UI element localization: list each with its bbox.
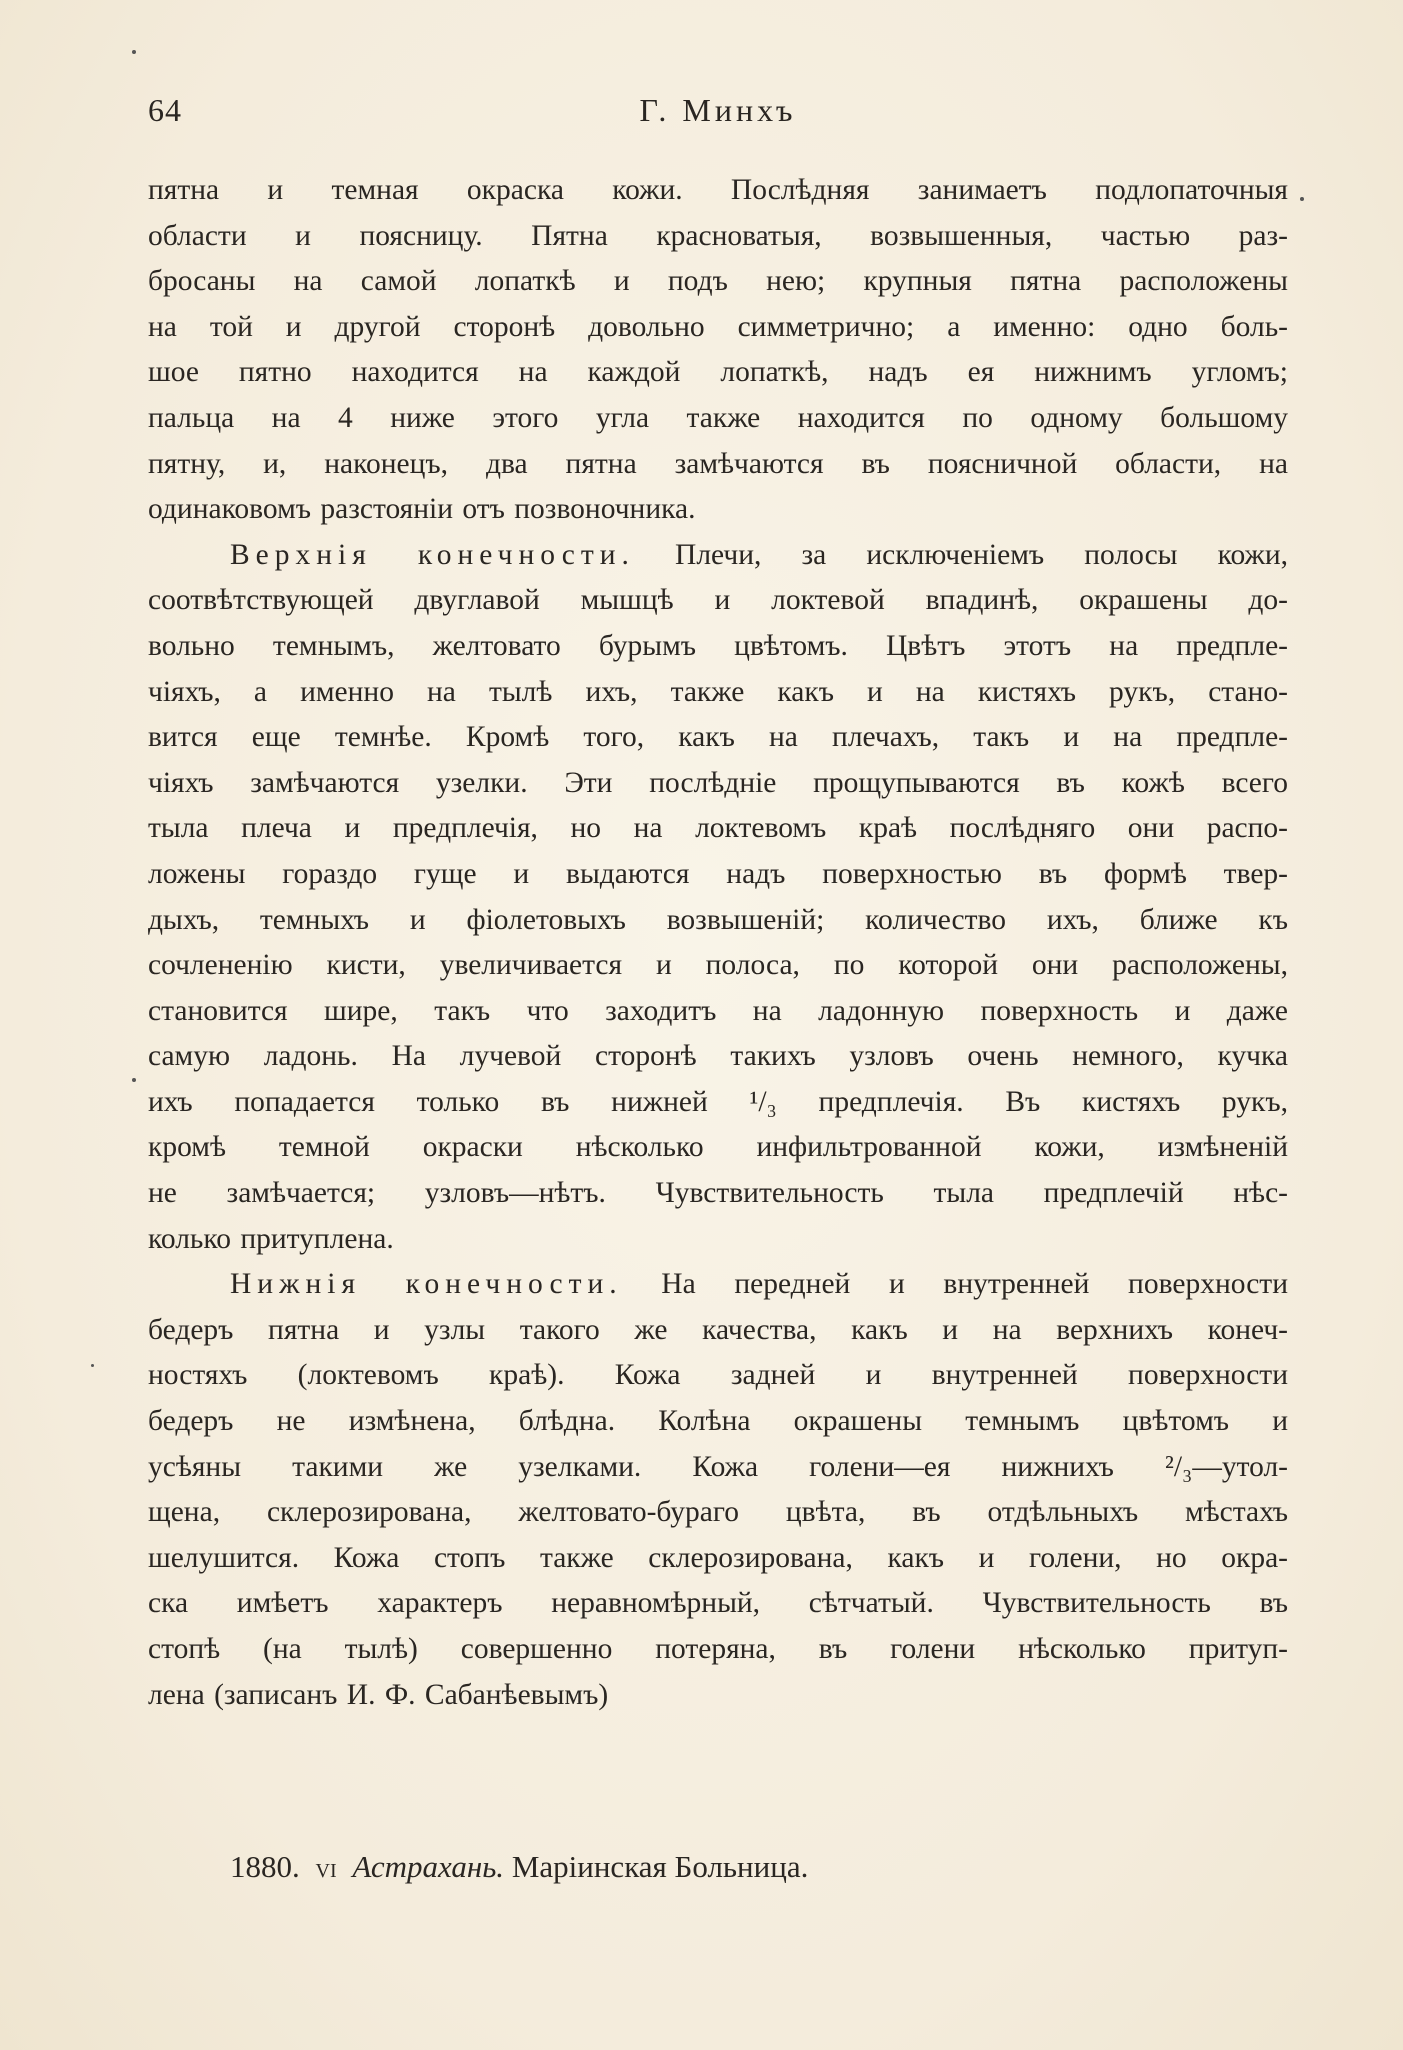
- scan-speck: [1300, 197, 1304, 201]
- section-heading-upper-limbs: Верхнія конечности.: [230, 538, 635, 571]
- text-line: стопѣ (на тылѣ) совершенно потеряна, въ голени нѣсколько притуп-: [148, 1633, 1288, 1665]
- case-record-line: [230, 1849, 808, 1885]
- text-line: пятну, и, наконецъ, два пятна замѣчаются въ поясничной области, на: [148, 447, 1288, 480]
- text-line: дыхъ, темныхъ и фіолетовыхъ возвышеній; количество ихъ, ближе къ: [148, 903, 1288, 936]
- running-head: Г. Минхъ: [639, 92, 797, 128]
- text-fragment: На передней и внутренней поверхности: [622, 1268, 1288, 1301]
- text-line: становится шире, такъ что заходитъ на ладонную поверхность и даже: [148, 994, 1288, 1027]
- text-line: чіяхъ замѣчаются узелки. Эти послѣдніе прощупываются въ кожѣ всего: [148, 766, 1288, 799]
- case-city: Астрахань.: [352, 1849, 505, 1884]
- section-heading-lower-limbs: Нижнія конечности.: [230, 1268, 623, 1301]
- text-line: вится еще темнѣе. Кромѣ того, какъ на плечахъ, такъ и на предпле-: [148, 721, 1288, 754]
- text-line: тыла плеча и предплечія, но на локтевомъ краѣ послѣдняго они распо-: [148, 812, 1288, 845]
- text-line: колько притуплена.: [148, 1222, 394, 1255]
- page-header: [148, 92, 1288, 142]
- text-line: усѣяны такими же узелками. Кожа голени—ея нижнихъ ²/₃—утол-: [148, 1450, 1288, 1483]
- scan-speck: [132, 50, 136, 54]
- text-line: шое пятно находится на каждой лопаткѣ, надъ ея нижнимъ угломъ;: [148, 356, 1288, 389]
- text-line: ска имѣетъ характеръ неравномѣрный, сѣтчатый. Чувствительность въ: [148, 1587, 1288, 1620]
- text-line: бедеръ пятна и узлы такого же качества, какъ и на верхнихъ конеч-: [148, 1313, 1288, 1346]
- case-hospital: Маріинская Больница.: [511, 1849, 809, 1884]
- text-line: лена (записанъ И. Ф. Сабанѣевымъ): [148, 1678, 609, 1711]
- text-line: чіяхъ, а именно на тылѣ ихъ, также какъ и на кистяхъ рукъ, стано-: [148, 675, 1288, 708]
- text-line: соотвѣтствующей двуглавой мышцѣ и локтевой впадинѣ, окрашены до-: [148, 584, 1288, 617]
- text-line: кромѣ темной окраски нѣсколько инфильтрованной кожи, измѣненій: [148, 1131, 1288, 1164]
- text-line: самую ладонь. На лучевой сторонѣ такихъ узловъ очень немного, кучка: [148, 1040, 1288, 1073]
- text-line: пальца на 4 ниже этого угла также находится по одному большому: [148, 401, 1288, 434]
- case-number: VI: [315, 1860, 337, 1882]
- text-line: пятна и темная окраска кожи. Послѣдняя занимаетъ подлопаточныя: [148, 174, 1288, 206]
- case-year: 1880.: [230, 1849, 300, 1884]
- body-text: [148, 168, 1288, 1718]
- text-line: одинаковомъ разстояніи отъ позвоночника.: [148, 493, 696, 526]
- text-line: на той и другой сторонѣ довольно симметрично; а именно: одно боль-: [148, 310, 1288, 343]
- text-line: вольно темнымъ, желтовато бурымъ цвѣтомъ. Цвѣтъ этотъ на предпле-: [148, 629, 1288, 662]
- text-line: сочлененію кисти, увеличивается и полоса, по которой они расположены,: [148, 949, 1288, 982]
- text-line: щена, склерозирована, желтовато-бураго цвѣта, въ отдѣльныхъ мѣстахъ: [148, 1496, 1288, 1529]
- text-line: ностяхъ (локтевомъ краѣ). Кожа задней и внутренней поверхности: [148, 1359, 1288, 1392]
- text-line: бедеръ не измѣнена, блѣдна. Колѣна окрашены темнымъ цвѣтомъ и: [148, 1405, 1288, 1438]
- text-fragment: Плечи, за исключеніемъ полосы кожи,: [634, 538, 1288, 571]
- text-line: шелушится. Кожа стопъ также склерозирована, какъ и голени, но окра-: [148, 1541, 1288, 1574]
- text-line: не замѣчается; узловъ—нѣтъ. Чувствительность тыла предплечій нѣс-: [148, 1177, 1288, 1210]
- scan-speck: [132, 1078, 136, 1082]
- paragraph-first-line: [148, 1262, 1288, 1308]
- scan-speck: [91, 1364, 94, 1367]
- paragraph-first-line: [148, 533, 1288, 579]
- text-line: ихъ попадается только въ нижней ¹/₃ предплечія. Въ кистяхъ рукъ,: [148, 1085, 1288, 1118]
- text-line: бросаны на самой лопаткѣ и подъ нею; крупныя пятна расположены: [148, 265, 1288, 298]
- text-line: ложены гораздо гуще и выдаются надъ поверхностью въ формѣ твер-: [148, 857, 1288, 890]
- text-line: области и поясницу. Пятна красноватыя, возвышенныя, частью раз-: [148, 219, 1288, 252]
- page-number: 64: [148, 92, 182, 128]
